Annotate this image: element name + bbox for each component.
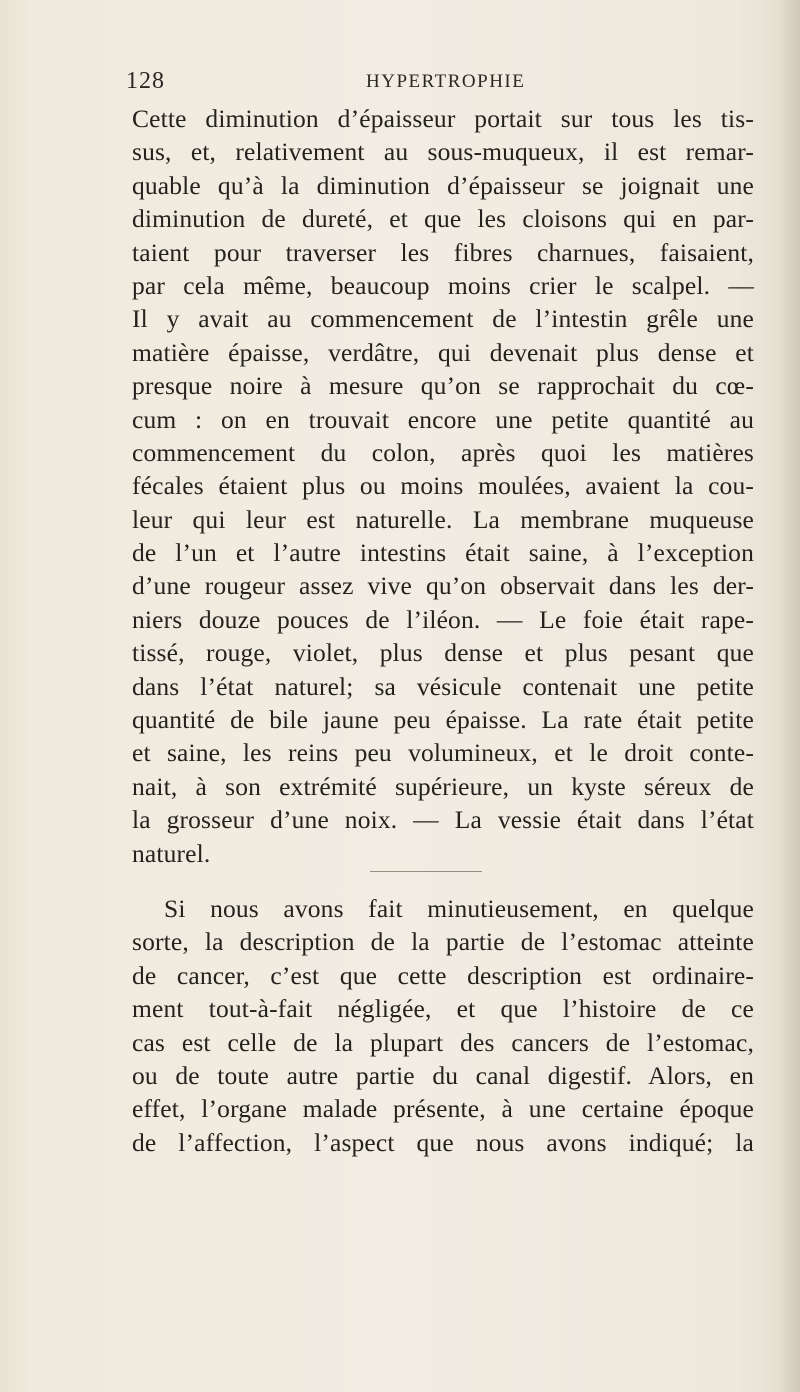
text-line: quantité de bile jaune peu épaisse. La rate était petite xyxy=(132,705,754,735)
text-line: d’une rougeur assez vive qu’on observait dans les der- xyxy=(132,571,754,601)
text-line: ou de toute autre partie du canal digestif. Alors, en xyxy=(132,1060,754,1090)
text-line: matière épaisse, verdâtre, qui devenait plus dense et xyxy=(132,337,754,367)
text-line: et saine, les reins peu volumineux, et le droit conte- xyxy=(132,738,754,768)
text-line: de l’affection, l’aspect que nous avons indiqué; la xyxy=(132,1127,754,1157)
running-head xyxy=(126,68,726,98)
text-line: commencement du colon, après quoi les matières xyxy=(132,437,754,467)
text-line: diminution de dureté, et que les cloisons qui en par- xyxy=(132,204,754,234)
text-line: taient pour traverser les fibres charnues, faisaient, xyxy=(132,237,754,267)
text-line: Il y avait au commencement de l’intestin grêle une xyxy=(132,304,754,334)
page-number: 128 xyxy=(126,68,165,94)
text-line: quable qu’à la diminution d’épaisseur se joignait une xyxy=(132,170,754,200)
text-line: Si nous avons fait minutieusement, en quelque xyxy=(164,894,754,923)
text-line: sus, et, relativement au sous-muqueux, il est remar- xyxy=(132,137,754,167)
text-line: de cancer, c’est que cette description est ordinaire- xyxy=(132,960,754,990)
text-line: niers douze pouces de l’iléon. — Le foie était rape- xyxy=(132,604,754,634)
text-line: effet, l’organe malade présente, à une certaine époque xyxy=(132,1094,754,1124)
text-line: sorte, la description de la partie de l’estomac atteinte xyxy=(132,927,754,957)
text-line: tissé, rouge, violet, plus dense et plus pesant que xyxy=(132,638,754,668)
text-line: ment tout-à-fait négligée, et que l’histoire de ce xyxy=(132,994,754,1024)
paragraph-1 xyxy=(132,102,754,870)
text-line: presque noire à mesure qu’on se rapprochait du cœ- xyxy=(132,371,754,401)
text-line: Cette diminution d’épaisseur portait sur tous les tis- xyxy=(132,104,754,133)
paragraph-2 xyxy=(132,892,754,1159)
text-line: nait, à son extrémité supérieure, un kyste séreux de xyxy=(132,771,754,801)
text-line: par cela même, beaucoup moins crier le scalpel. — xyxy=(132,270,754,300)
text-line: de l’un et l’autre intestins était saine, à l’exception xyxy=(132,538,754,568)
page-edge-shadow xyxy=(778,0,800,1392)
section-divider xyxy=(370,871,482,872)
text-line: cas est celle de la plupart des cancers de l’estomac, xyxy=(132,1027,754,1057)
text-line: leur qui leur est naturelle. La membrane muqueuse xyxy=(132,504,754,534)
text-line: fécales étaient plus ou moins moulées, avaient la cou- xyxy=(132,471,754,501)
text-line: la grosseur d’une noix. — La vessie était dans l’état xyxy=(132,805,754,835)
text-line: dans l’état naturel; sa vésicule contenait une petite xyxy=(132,671,754,701)
text-line: naturel. xyxy=(132,838,211,868)
running-head-title: HYPERTROPHIE xyxy=(366,71,526,92)
text-line: cum : on en trouvait encore une petite quantité au xyxy=(132,404,754,434)
